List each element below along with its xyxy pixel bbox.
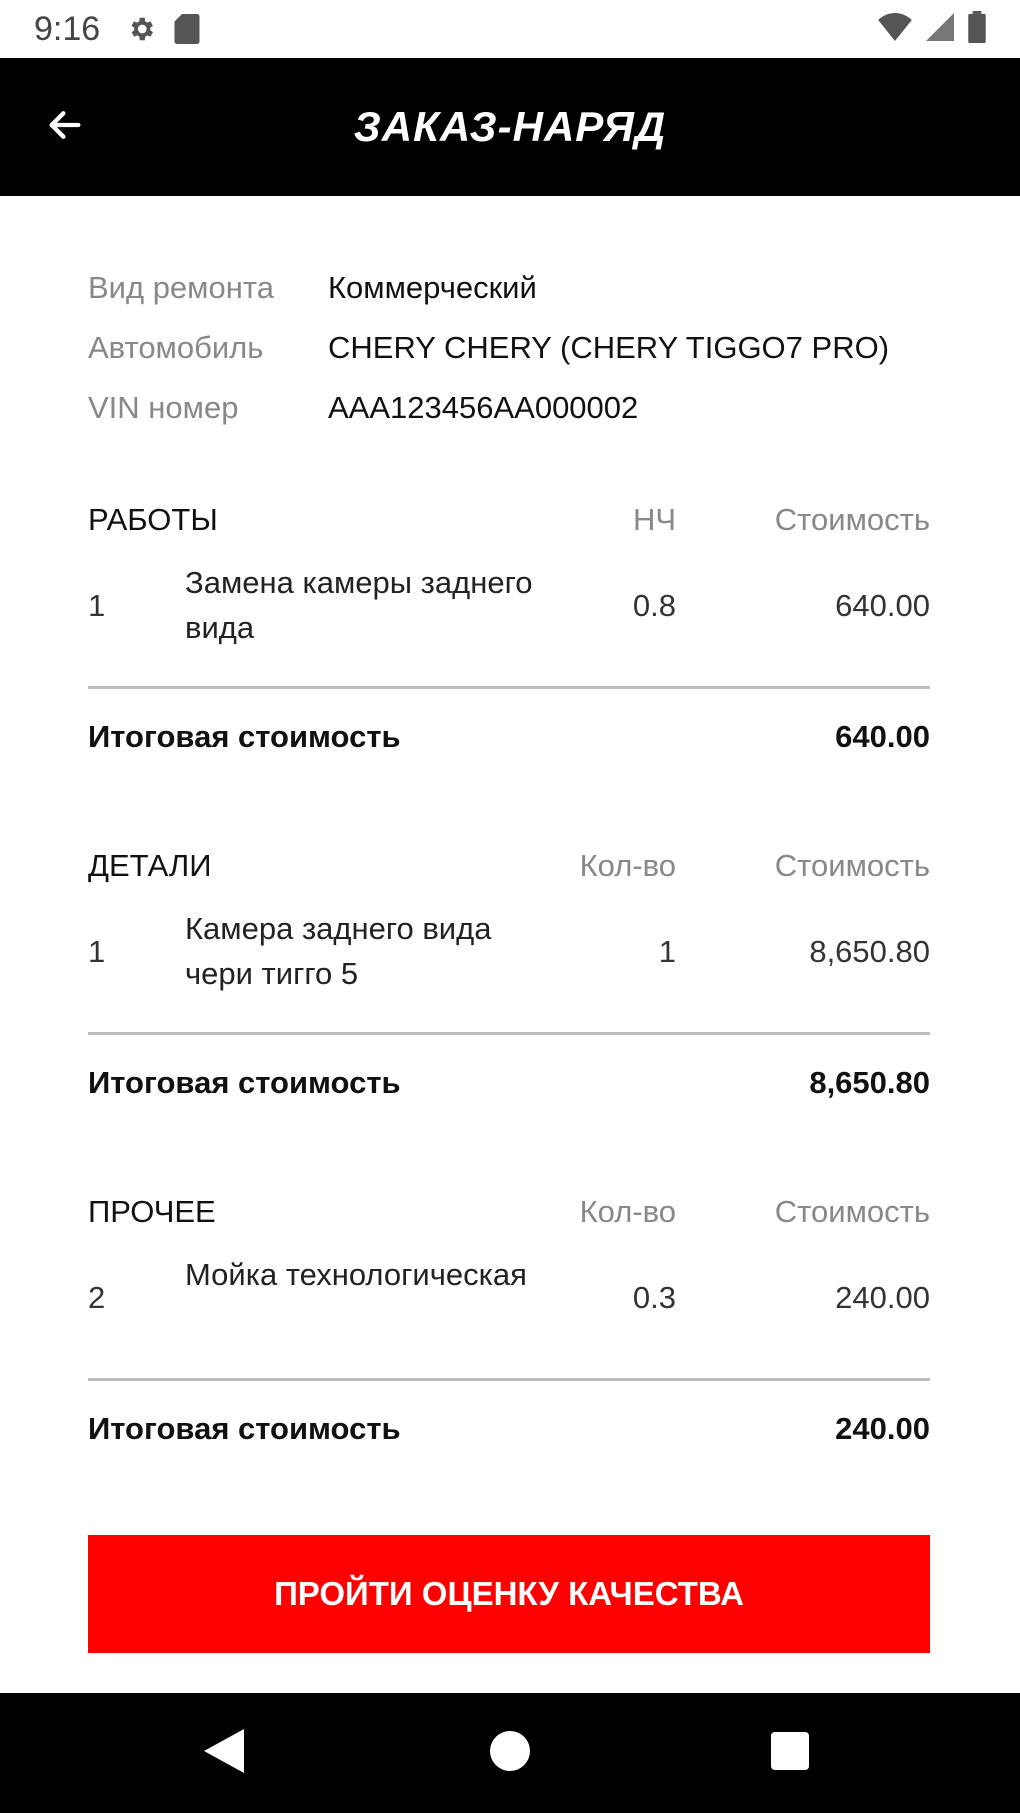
column-quantity: Кол-во — [579, 848, 676, 883]
total-label: Итоговая стоимость — [88, 1065, 401, 1100]
page-title: ЗАКАЗ-НАРЯД — [353, 103, 667, 150]
nav-recents-button[interactable] — [764, 1727, 816, 1779]
total-value: 240.00 — [835, 1411, 930, 1446]
info-row-vin — [88, 378, 930, 438]
home-circle-icon — [490, 1731, 530, 1776]
status-time: 9:16 — [34, 9, 101, 48]
nav-home-button[interactable] — [484, 1727, 536, 1779]
item-number: 1 — [88, 934, 106, 969]
status-bar — [0, 0, 1020, 58]
info-label: Вид ремонта — [88, 270, 274, 305]
total-value: 640.00 — [835, 719, 930, 754]
item-description: Мойка технологическая — [185, 1257, 527, 1292]
info-value: AAA123456AA000002 — [328, 390, 639, 425]
works-section — [88, 502, 930, 755]
item-price: 8,650.80 — [809, 934, 930, 969]
gear-icon — [126, 14, 156, 44]
column-cost: Стоимость — [774, 848, 930, 883]
other-section — [88, 1194, 930, 1447]
parts-total — [88, 1035, 930, 1101]
total-label: Итоговая стоимость — [88, 1411, 401, 1446]
sd-card-icon — [174, 14, 200, 44]
info-label: VIN номер — [88, 390, 239, 425]
signal-icon — [926, 13, 954, 46]
info-row-car — [88, 318, 930, 378]
recents-square-icon — [771, 1732, 809, 1775]
column-quantity: Кол-во — [579, 1194, 676, 1229]
info-value: Коммерческий — [328, 270, 537, 305]
item-hours: 0.8 — [632, 588, 676, 623]
info-value: CHERY CHERY (CHERY TIGGO7 PRO) — [328, 330, 890, 365]
item-price: 240.00 — [835, 1280, 930, 1315]
column-hours: НЧ — [632, 502, 676, 537]
works-header — [88, 502, 930, 552]
item-quantity: 1 — [658, 934, 676, 969]
battery-icon — [968, 11, 986, 48]
parts-header — [88, 848, 930, 898]
section-title: ПРОЧЕЕ — [88, 1194, 216, 1229]
item-number: 2 — [88, 1280, 106, 1315]
item-description: Камера заднего вида чери тигго 5 — [185, 911, 492, 991]
info-label: Автомобиль — [88, 330, 264, 365]
info-row-repair-type — [88, 258, 930, 318]
app-bar — [0, 58, 1020, 196]
column-cost: Стоимость — [774, 502, 930, 537]
list-item — [88, 552, 930, 662]
quality-assessment-button[interactable]: ПРОЙТИ ОЦЕНКУ КАЧЕСТВА — [88, 1535, 930, 1653]
item-description: Замена камеры заднего вида — [185, 565, 533, 645]
total-value: 8,650.80 — [809, 1065, 930, 1100]
order-content — [88, 196, 930, 438]
parts-section — [88, 848, 930, 1101]
system-nav-bar — [0, 1693, 1020, 1813]
item-price: 640.00 — [835, 588, 930, 623]
other-header — [88, 1194, 930, 1244]
list-item — [88, 1244, 930, 1354]
column-cost: Стоимость — [774, 1194, 930, 1229]
order-info — [88, 258, 930, 438]
total-label: Итоговая стоимость — [88, 719, 401, 754]
other-total — [88, 1381, 930, 1447]
item-quantity: 0.3 — [632, 1280, 676, 1315]
nav-back-button[interactable] — [198, 1727, 250, 1779]
section-title: ДЕТАЛИ — [88, 848, 212, 883]
list-item — [88, 898, 930, 1008]
back-triangle-icon — [204, 1729, 244, 1778]
section-title: РАБОТЫ — [88, 502, 218, 537]
item-number: 1 — [88, 588, 106, 623]
wifi-icon — [878, 13, 912, 46]
works-total — [88, 689, 930, 755]
